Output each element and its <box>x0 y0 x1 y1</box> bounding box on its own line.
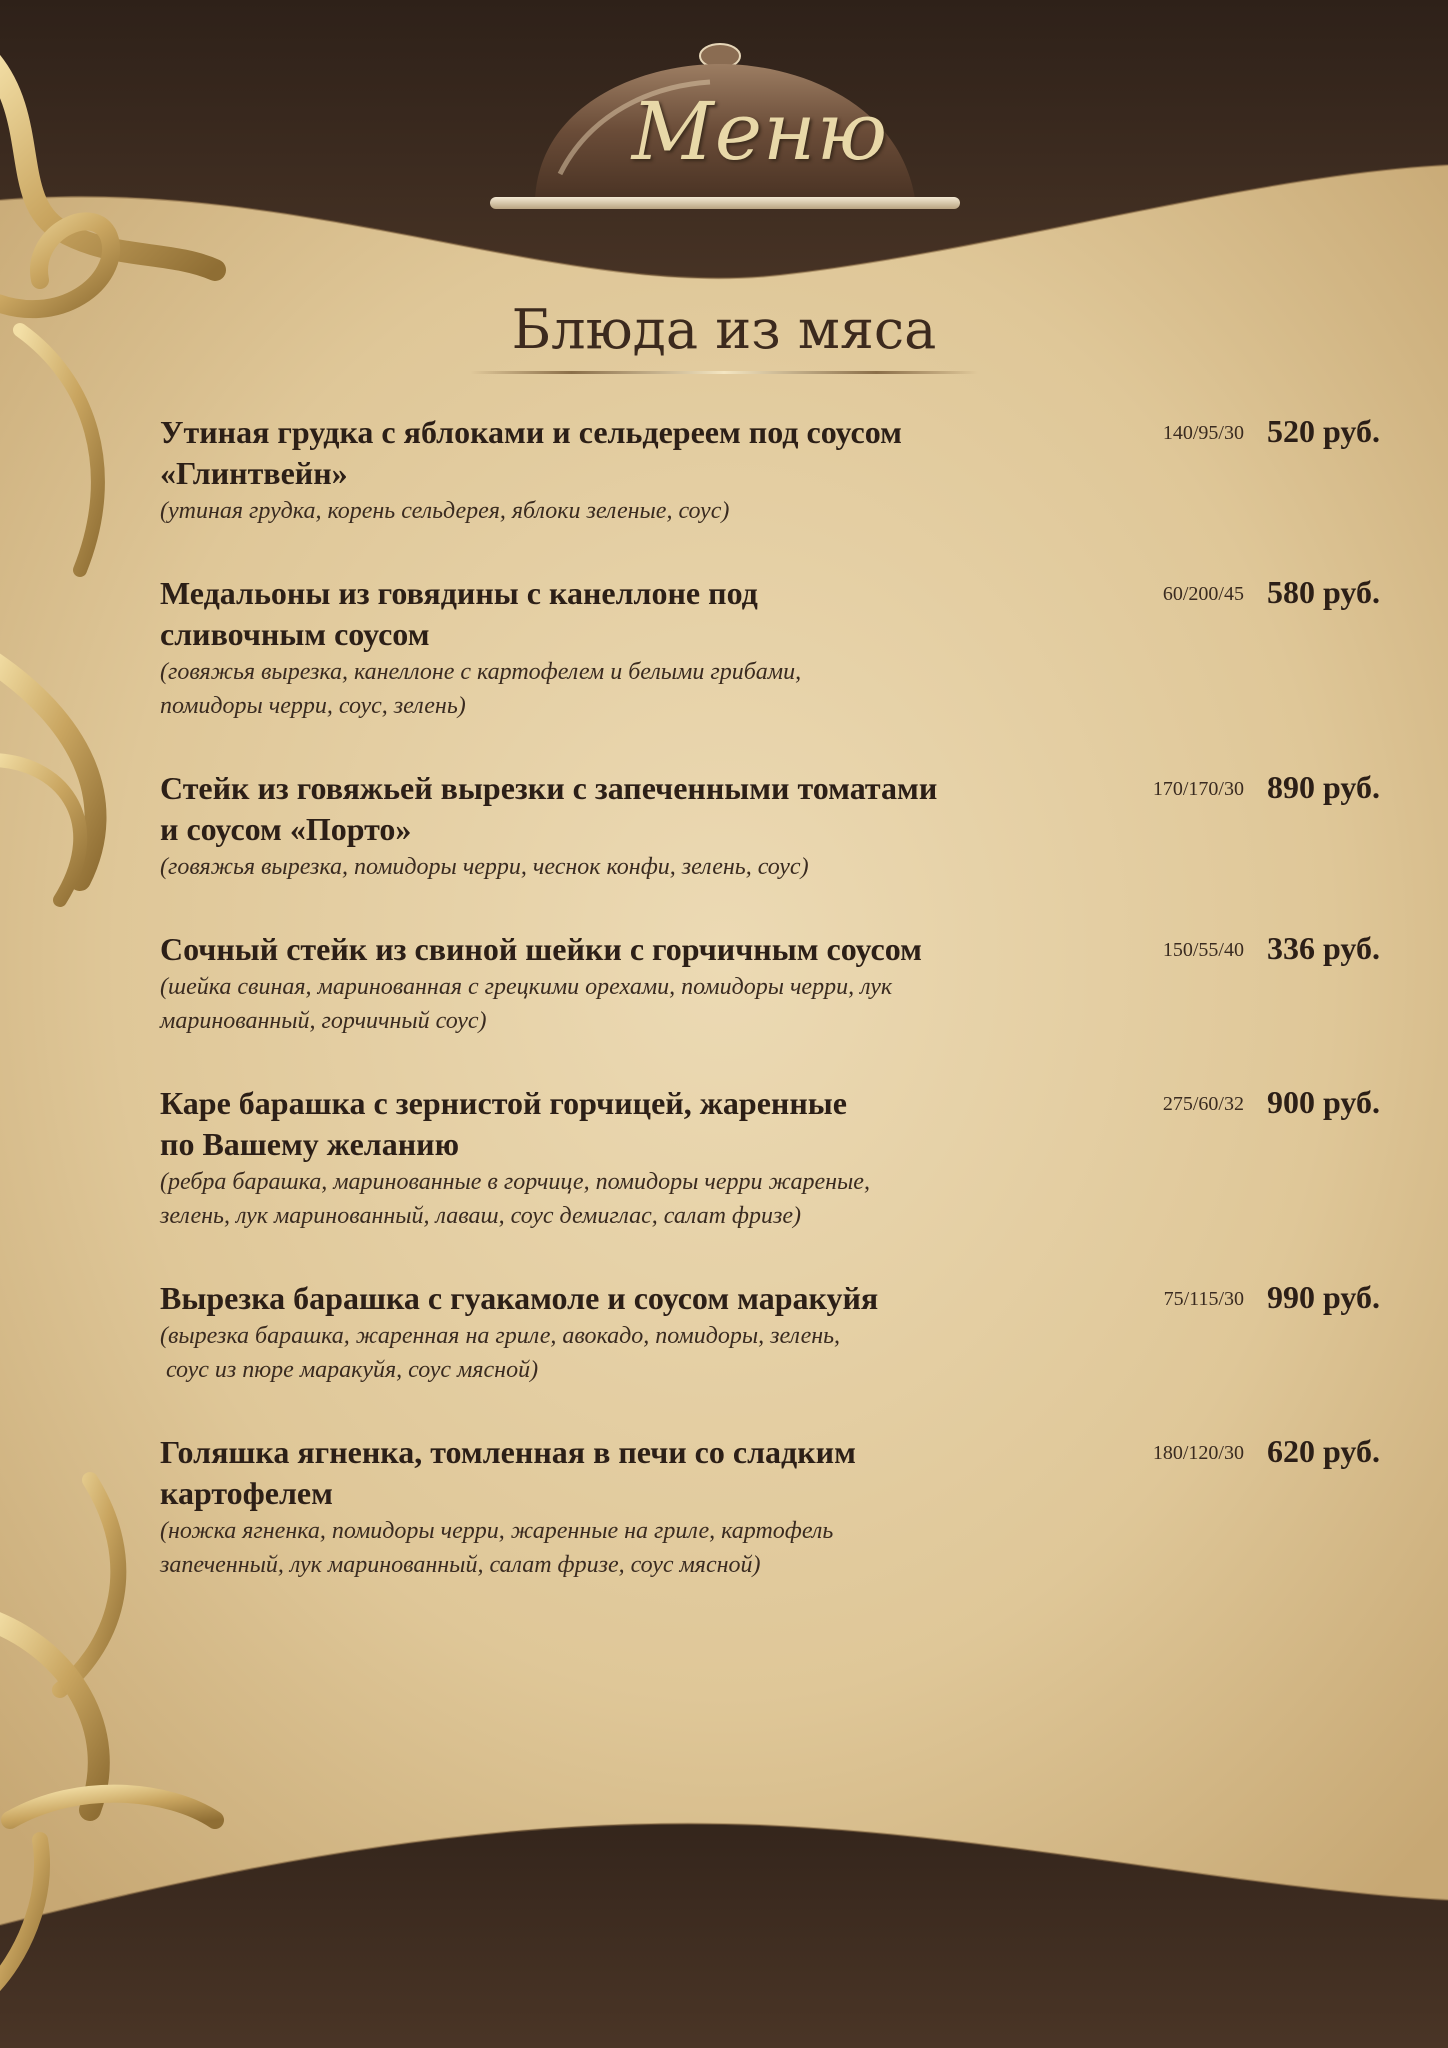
dish-name: Вырезка барашка с гуакамоле и соусом маракуйя <box>160 1280 879 1316</box>
dish-price: 900 руб. <box>1267 1084 1380 1120</box>
dish-weight: 60/200/45 <box>1162 583 1244 605</box>
menu-item <box>160 412 1390 528</box>
dish-price: 336 руб. <box>1267 930 1380 966</box>
dish-price: 620 руб. <box>1267 1433 1380 1469</box>
menu-item <box>160 1083 1390 1233</box>
menu-item <box>160 1432 1390 1582</box>
dish-description: (ножка ягненка, помидоры черри, жаренные на гриле, картофель запеченный, лук маринованный, салат фризе, соус мясной) <box>160 1518 834 1578</box>
dish-description: (говяжья вырезка, канеллоне с картофелем и белыми грибами, помидоры черри, соус, зелень) <box>160 659 802 719</box>
dish-weight: 140/95/30 <box>1162 422 1244 444</box>
menu-item <box>160 573 1390 723</box>
dish-name: Каре барашка с зернистой горчицей, жаренные по Вашему желанию <box>160 1085 847 1162</box>
dish-price: 580 руб. <box>1267 574 1380 610</box>
dish-name: Стейк из говяжьей вырезки с запеченными томатами и соусом «Порто» <box>160 770 938 847</box>
dish-weight: 150/55/40 <box>1162 939 1244 961</box>
dish-price: 520 руб. <box>1267 413 1380 449</box>
dish-price: 890 руб. <box>1267 769 1380 805</box>
menu-item <box>160 768 1390 884</box>
dish-weight: 275/60/32 <box>1162 1093 1244 1115</box>
dish-weight: 180/120/30 <box>1152 1442 1244 1464</box>
menu-logo-text: Меню <box>631 85 889 178</box>
section-title: Блюда из мяса <box>511 298 937 361</box>
dish-description: (ребра барашка, маринованные в горчице, помидоры черри жареные, зелень, лук маринованный, лаваш, соус демиглас, салат фризе) <box>160 1169 870 1229</box>
menu-item <box>160 929 1390 1038</box>
dish-name: Медальоны из говядины с канеллоне под сливочным соусом <box>160 575 758 652</box>
dish-description: (шейка свиная, маринованная с грецкими орехами, помидоры черри, лук маринованный, горчичный соус) <box>160 974 893 1034</box>
dish-name: Сочный стейк из свиной шейки с горчичным соусом <box>160 931 922 967</box>
dish-price: 990 руб. <box>1267 1279 1380 1315</box>
menu-item <box>160 1278 1390 1387</box>
section-title-underline <box>470 371 978 374</box>
dish-weight: 75/115/30 <box>1163 1288 1244 1310</box>
dish-weight: 170/170/30 <box>1152 778 1244 800</box>
menu-list <box>160 412 1390 1582</box>
dish-description: (вырезка барашка, жаренная на гриле, авокадо, помидоры, зелень, соус из пюре маракуйя, соус мясной) <box>160 1323 841 1383</box>
dish-description: (утиная грудка, корень сельдерея, яблоки зеленые, соус) <box>160 498 730 524</box>
dish-description: (говяжья вырезка, помидоры черри, чеснок конфи, зелень, соус) <box>160 854 809 880</box>
dish-name: Утиная грудка с яблоками и сельдереем под соусом «Глинтвейн» <box>160 414 902 491</box>
dish-name: Голяшка ягненка, томленная в печи со сладким картофелем <box>160 1434 856 1511</box>
